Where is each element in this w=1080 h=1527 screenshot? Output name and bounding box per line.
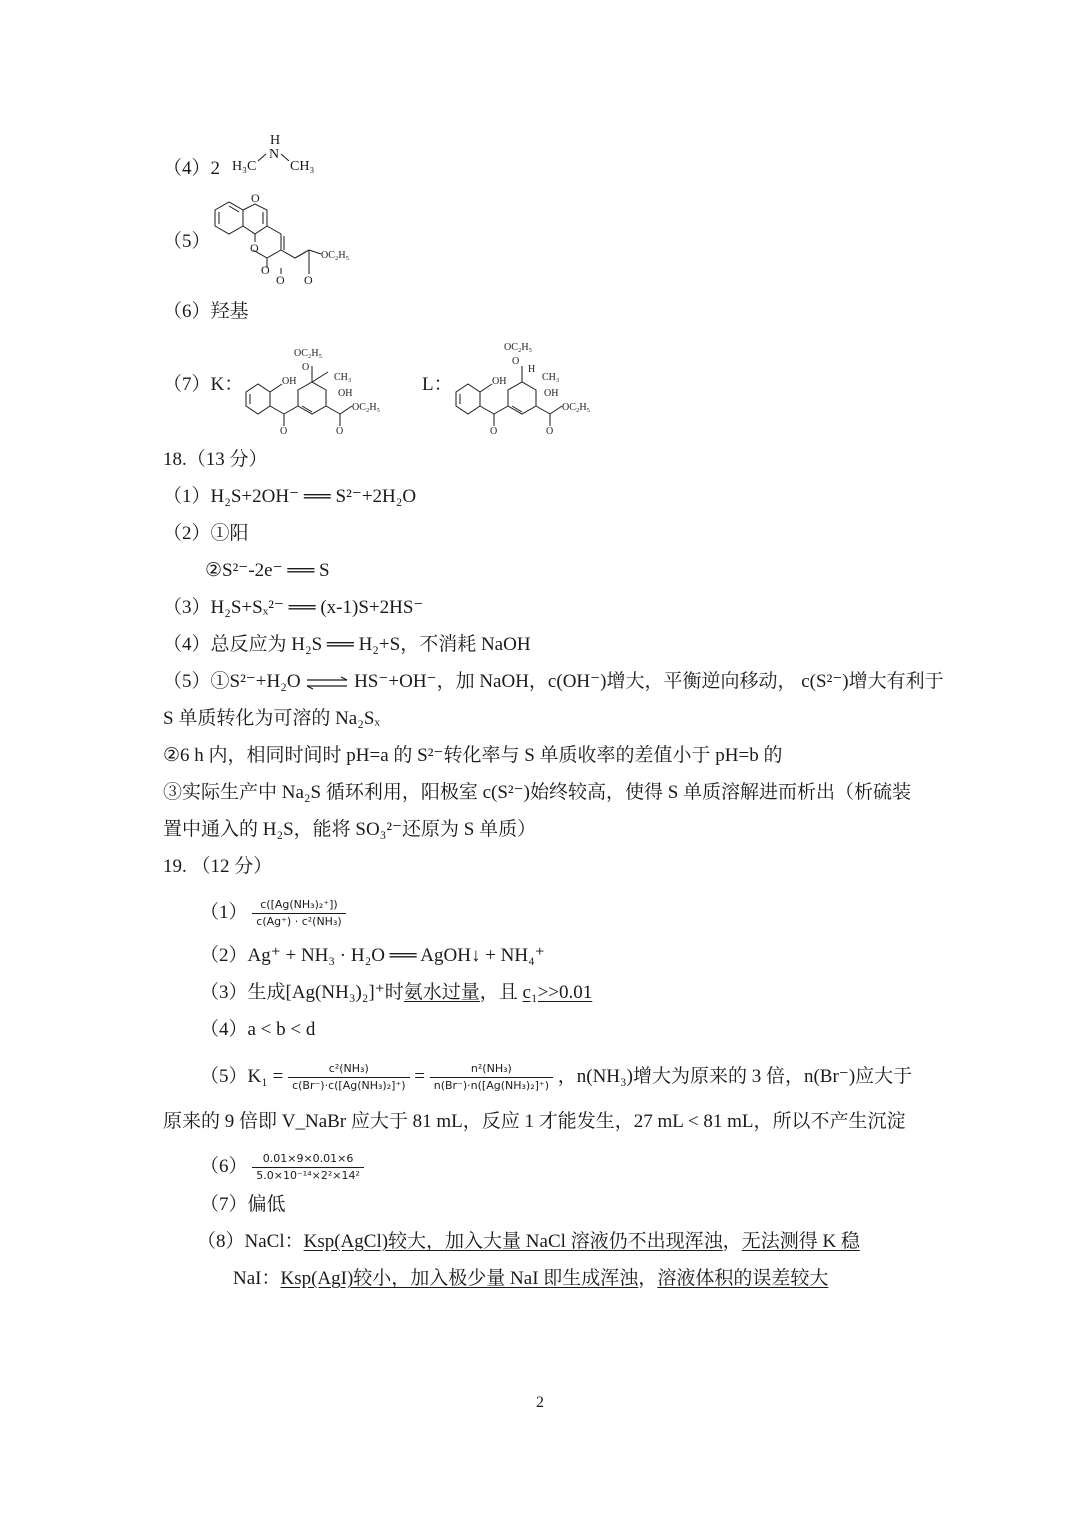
l-oc2h5-top: OC₂H₅ (504, 342, 533, 353)
l-o-b1: O (490, 426, 498, 436)
l-oc2h5-right: OC₂H₅ (562, 402, 591, 413)
q19-a3-underline2: c₁>>0.01 (522, 982, 593, 1003)
k-o-b2: O (336, 426, 344, 436)
mol-o-ring: O (251, 191, 260, 205)
q18-heading: 18.（13 分） (163, 449, 268, 470)
l-oh-left: OH (492, 376, 507, 387)
q19-answer8-nacl (197, 1230, 860, 1254)
k-o-b1: O (280, 426, 288, 436)
q18-answer2b: ②S²⁻-2e⁻ ══ S (205, 560, 330, 581)
q18-answer5-line4: ③实际生产中 Na₂S 循环利用，阳极室 c(S²⁻)始终较高，使得 S 单质溶解进而析出（析硫装 (163, 782, 912, 803)
mol-o-bottom2: O (304, 273, 313, 287)
q19-a6-label: （6） (200, 1155, 248, 1177)
q18-answer5-line5: 置中通入的 H₂S，能将 SO₃²⁻还原为 S 单质） (163, 819, 537, 840)
fraction-denominator: c(Ag⁺) · c²(NH₃) (256, 915, 342, 928)
q19-a8b-underline1: Ksp(AgI)较小，加入极少量 NaI 即生成浑浊 (280, 1268, 639, 1289)
q17-part6: （6）羟基 (163, 301, 249, 322)
q19-a5-label: （5）K₁ = (200, 1065, 284, 1087)
fraction-denominator: c(Br⁻)·c([Ag(NH₃)₂]⁺) (292, 1079, 406, 1092)
q18-answer2a: （2）①阳 (163, 523, 249, 544)
q19-a5-fraction2 (430, 1062, 553, 1093)
q18-answer4: （4）总反应为 H₂S ══ H₂+S，不消耗 NaOH (163, 634, 531, 655)
q19-answer7: （7）偏低 (200, 1194, 286, 1215)
k-oc2h5-right: OC₂H₅ (352, 402, 381, 413)
q19-a6-fraction (252, 1152, 364, 1183)
mol-ester: OC₂H₅ (321, 250, 350, 261)
q19-answer5-line2: 原来的 9 倍即 V_NaBr 应大于 81 mL，反应 1 才能发生，27 mL < 81 mL，所以不产生沉淀 (163, 1111, 906, 1132)
q17-part4-label: （4）2 (163, 158, 221, 179)
q19-a8b-pre: NaI： (233, 1268, 281, 1289)
fraction-numerator: c([Ag(NH₃)₂⁺]) (252, 898, 345, 914)
q18-answer3: （3）H₂S+Sₓ²⁻ ══ (x-1)S+2HS⁻ (163, 597, 424, 618)
compound-k-structure (238, 336, 398, 436)
fraction-denominator: 5.0×10⁻¹⁴×2²×14² (256, 1169, 360, 1182)
fraction-numerator: 0.01×9×0.01×6 (252, 1152, 364, 1168)
q19-a1-fraction (252, 898, 345, 929)
q18-a5-part1: （5）①S²⁻+H₂O (163, 671, 301, 692)
fraction-numerator: n²(NH₃) (430, 1062, 553, 1078)
q19-a8-mid: ， (722, 1231, 742, 1252)
k-o-top: O (302, 362, 310, 373)
q19-a3-mid: ，且 (479, 982, 523, 1003)
q18-answer1: （1）H₂S+2OH⁻ ══ S²⁻+2H₂O (163, 486, 417, 507)
q17-part7-l-label: L： (422, 374, 453, 395)
l-ch3: CH₃ (542, 372, 560, 383)
q19-answer4: （4）a < b < d (200, 1019, 316, 1040)
k-oh-left: OH (282, 376, 297, 387)
fraction-denominator: n(Br⁻)·n([Ag(NH₃)₂]⁺) (433, 1079, 549, 1092)
q19-a8b-underline2: 溶液体积的误差较大 (657, 1268, 829, 1289)
q19-a5-tail: ，n(NH₃)增大为原来的 3 倍，n(Br⁻)应大于 (557, 1065, 913, 1087)
q19-answer1 (200, 898, 346, 929)
mol-n: N (269, 147, 280, 162)
mol-left: H₃C (232, 159, 257, 174)
q19-a8-underline2: 无法测得 K 稳 (741, 1231, 860, 1252)
q17-part7-k-label: （7）K： (163, 374, 244, 395)
mol-o-ketone: O (250, 241, 259, 255)
mol-o-lactone: O (261, 263, 270, 277)
q19-a3-pre: （3）生成[Ag(NH₃)₂]⁺时 (200, 982, 404, 1003)
equilibrium-arrow-icon (305, 676, 349, 690)
q18-answer5-line1 (163, 670, 944, 694)
q19-answer8-nai (233, 1267, 828, 1291)
mol-o-bottom1: O (276, 273, 285, 287)
q19-a8-underline1: Ksp(AgCl)较大，加入大量 NaCl 溶液仍不出现浑浊 (303, 1231, 723, 1252)
q19-a8-pre: （8）NaCl： (197, 1231, 304, 1252)
page-number: 2 (536, 1394, 544, 1411)
q18-answer5-line3: ②6 h 内，相同时间时 pH=a 的 S²⁻转化率与 S 单质收率的差值小于 pH=b 的 (163, 745, 783, 766)
q19-a5-equals: = (414, 1065, 425, 1087)
fraction-numerator: c²(NH₃) (288, 1062, 409, 1078)
q19-a8b-mid: ， (638, 1268, 658, 1289)
k-oc2h5-top: OC₂H₅ (294, 348, 323, 359)
compound-l-structure (448, 336, 608, 436)
chromone-structure (205, 188, 365, 288)
q18-a5-part2: HS⁻+OH⁻，加 NaOH，c(OH⁻)增大，平衡逆向移动， c(S²⁻)增大有利于 (354, 671, 944, 692)
q19-answer2: （2）Ag⁺ + NH₃ · H₂O ══ AgOH↓ + NH₄⁺ (200, 945, 545, 966)
q17-part5-label: （5） (163, 231, 211, 252)
k-ch3: CH₃ (334, 372, 352, 383)
q19-a5-fraction1 (288, 1062, 409, 1093)
q18-answer5-line2: S 单质转化为可溶的 Na₂Sₓ (163, 708, 380, 729)
k-oh-right: OH (338, 388, 353, 399)
l-oh-right: OH (544, 388, 559, 399)
mol-h: H (270, 133, 281, 148)
q19-heading: 19. （12 分） (163, 856, 273, 877)
q19-a1-label: （1） (200, 901, 248, 923)
l-h: H (528, 364, 536, 375)
q19-answer3 (200, 981, 592, 1005)
l-o-b2: O (546, 426, 554, 436)
mol-right: CH₃ (290, 159, 315, 174)
q19-answer5-line1 (200, 1062, 912, 1093)
q19-answer6 (200, 1152, 364, 1183)
q19-a3-underline1: 氨水过量 (403, 982, 480, 1003)
dimethylamine-structure (228, 130, 328, 178)
l-o-top: O (512, 356, 520, 367)
